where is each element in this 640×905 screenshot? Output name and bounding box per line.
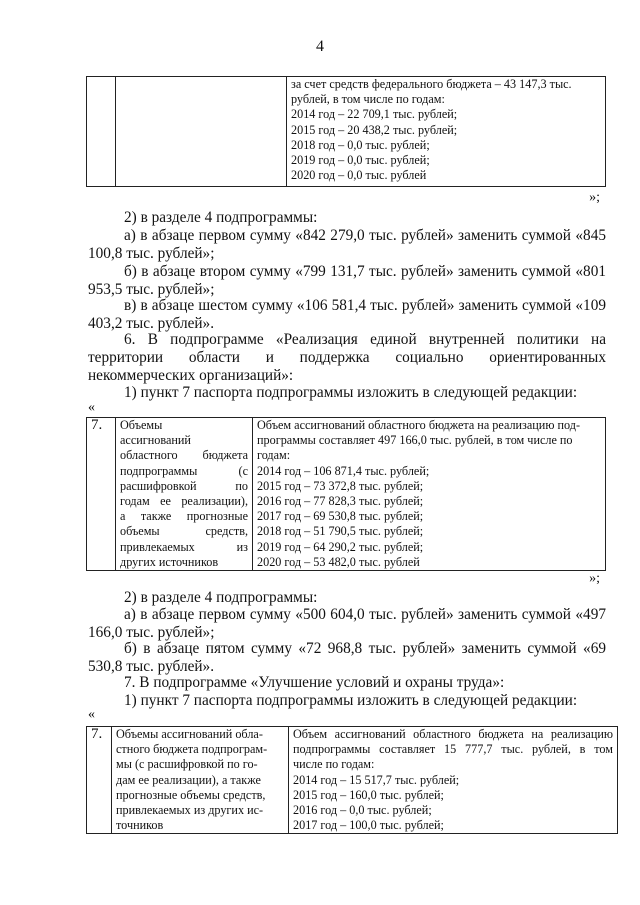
paragraph: 6. В подпрограмме «Реализация единой внутренней политики на территории области и поддержка социально ориентированных некоммерческих организаций»:	[88, 331, 606, 384]
label-line: расшифровкой по	[120, 478, 248, 493]
label-line: точников	[116, 818, 164, 833]
opening-quote: «	[88, 400, 95, 415]
table-line: 2019 год – 0,0 тыс. рублей;	[291, 153, 430, 168]
value-line: подпрограммы составляет 15 777,7 тыс. рублей, в том	[293, 742, 613, 757]
paragraph: 1) пункт 7 паспорта подпрограммы изложить в следующей редакции:	[124, 692, 578, 709]
table-line: 2014 год – 22 709,1 тыс. рублей;	[291, 107, 458, 122]
table-num-cell	[87, 77, 116, 187]
label-line: других источников	[120, 554, 219, 569]
closing-quote: »;	[589, 190, 600, 205]
paragraph: 2) в разделе 4 подпрограммы:	[124, 589, 318, 606]
value-line: 2016 год – 77 828,3 тыс. рублей;	[257, 494, 424, 509]
opening-quote: «	[88, 707, 95, 722]
paragraph: б) в абзаце пятом сумму «72 968,8 тыс. рублей» заменить суммой «69 530,8 тыс. рублей».	[88, 640, 606, 675]
value-line: 2015 год – 160,0 тыс. рублей;	[293, 787, 444, 802]
paragraph: 2) в разделе 4 подпрограммы:	[124, 209, 318, 226]
table-line: 2015 год – 20 438,2 тыс. рублей;	[291, 122, 458, 137]
table-line: 2020 год – 0,0 тыс. рублей	[291, 168, 427, 183]
label-line: годам ее реализации),	[120, 494, 248, 509]
value-line: 2017 год – 100,0 тыс. рублей;	[293, 818, 444, 833]
funding-table-labour	[86, 726, 618, 834]
value-line: 2016 год – 0,0 тыс. рублей;	[293, 803, 432, 818]
label-line: а также прогнозные	[120, 509, 248, 524]
paragraph: а) в абзаце первом сумму «842 279,0 тыс. рублей» заменить суммой «845 100,8 тыс. рублей»;	[88, 227, 606, 262]
label-line: привлекаемых из других ис-	[116, 803, 264, 818]
label-line: дам ее реализации), а также	[116, 772, 261, 787]
paragraph: а) в абзаце первом сумму «500 604,0 тыс. рублей» заменить суммой «497 166,0 тыс. рублей»;	[88, 606, 606, 641]
value-line: программы составляет 497 166,0 тыс. рублей, в том числе по	[257, 433, 573, 448]
table-label-cell	[112, 727, 289, 834]
value-line: годам:	[257, 448, 291, 463]
label-line: мы (с расшифровкой по го-	[116, 757, 258, 772]
table-label-cell	[116, 418, 253, 571]
closing-quote: »;	[589, 571, 600, 586]
table-line: 2018 год – 0,0 тыс. рублей;	[291, 137, 430, 152]
table-value-cell	[287, 77, 606, 187]
row-number: 7.	[87, 727, 112, 834]
label-line: объемы средств,	[120, 524, 248, 539]
paragraph: б) в абзаце втором сумму «799 131,7 тыс. рублей» заменить суммой «801 953,5 тыс. рублей»;	[88, 263, 606, 298]
paragraph: в) в абзаце шестом сумму «106 581,4 тыс. рублей» заменить суммой «109 403,2 тыс. рублей».	[88, 297, 606, 332]
label-line: Объемы ассигнований обла-	[116, 727, 263, 741]
table-line: за счет средств федерального бюджета – 43 147,3 тыс.	[291, 77, 572, 91]
funding-table-continuation	[86, 76, 606, 187]
value-line: 2015 год – 73 372,8 тыс. рублей;	[257, 478, 424, 493]
label-line: областного бюджета	[120, 448, 248, 463]
row-number: 7.	[87, 418, 116, 571]
label-line: подпрограммы (с	[120, 463, 248, 478]
value-line: Объем ассигнований областного бюджета на реализацию	[293, 727, 613, 741]
paragraph: 7. В подпрограмме «Улучшение условий и охраны труда»:	[124, 674, 505, 691]
value-line: 2018 год – 51 790,5 тыс. рублей;	[257, 524, 424, 539]
value-line: 2014 год – 106 871,4 тыс. рублей;	[257, 463, 430, 478]
value-line: 2014 год – 15 517,7 тыс. рублей;	[293, 772, 460, 787]
value-line: 2020 год – 53 482,0 тыс. рублей	[257, 554, 420, 569]
value-line: Объем ассигнований областного бюджета на реализацию под-	[257, 418, 581, 432]
table-line: рублей, в том числе по годам:	[291, 92, 445, 107]
table-value-cell	[289, 727, 618, 834]
table-value-cell	[253, 418, 606, 571]
label-line: прогнозные объемы средств,	[116, 787, 266, 802]
page-number: 4	[316, 38, 324, 55]
funding-table-policy	[86, 417, 606, 571]
value-line: 2019 год – 64 290,2 тыс. рублей;	[257, 539, 424, 554]
paragraph: 1) пункт 7 паспорта подпрограммы изложить в следующей редакции:	[124, 384, 578, 401]
label-line: стного бюджета подпрограм-	[116, 742, 268, 757]
value-line: 2017 год – 69 530,8 тыс. рублей;	[257, 509, 424, 524]
label-line: Объемы	[120, 418, 163, 432]
value-line: числе по годам:	[293, 757, 375, 772]
table-label-cell	[116, 77, 287, 187]
label-line: ассигнований	[120, 433, 191, 448]
label-line: привлекаемых из	[120, 539, 248, 554]
